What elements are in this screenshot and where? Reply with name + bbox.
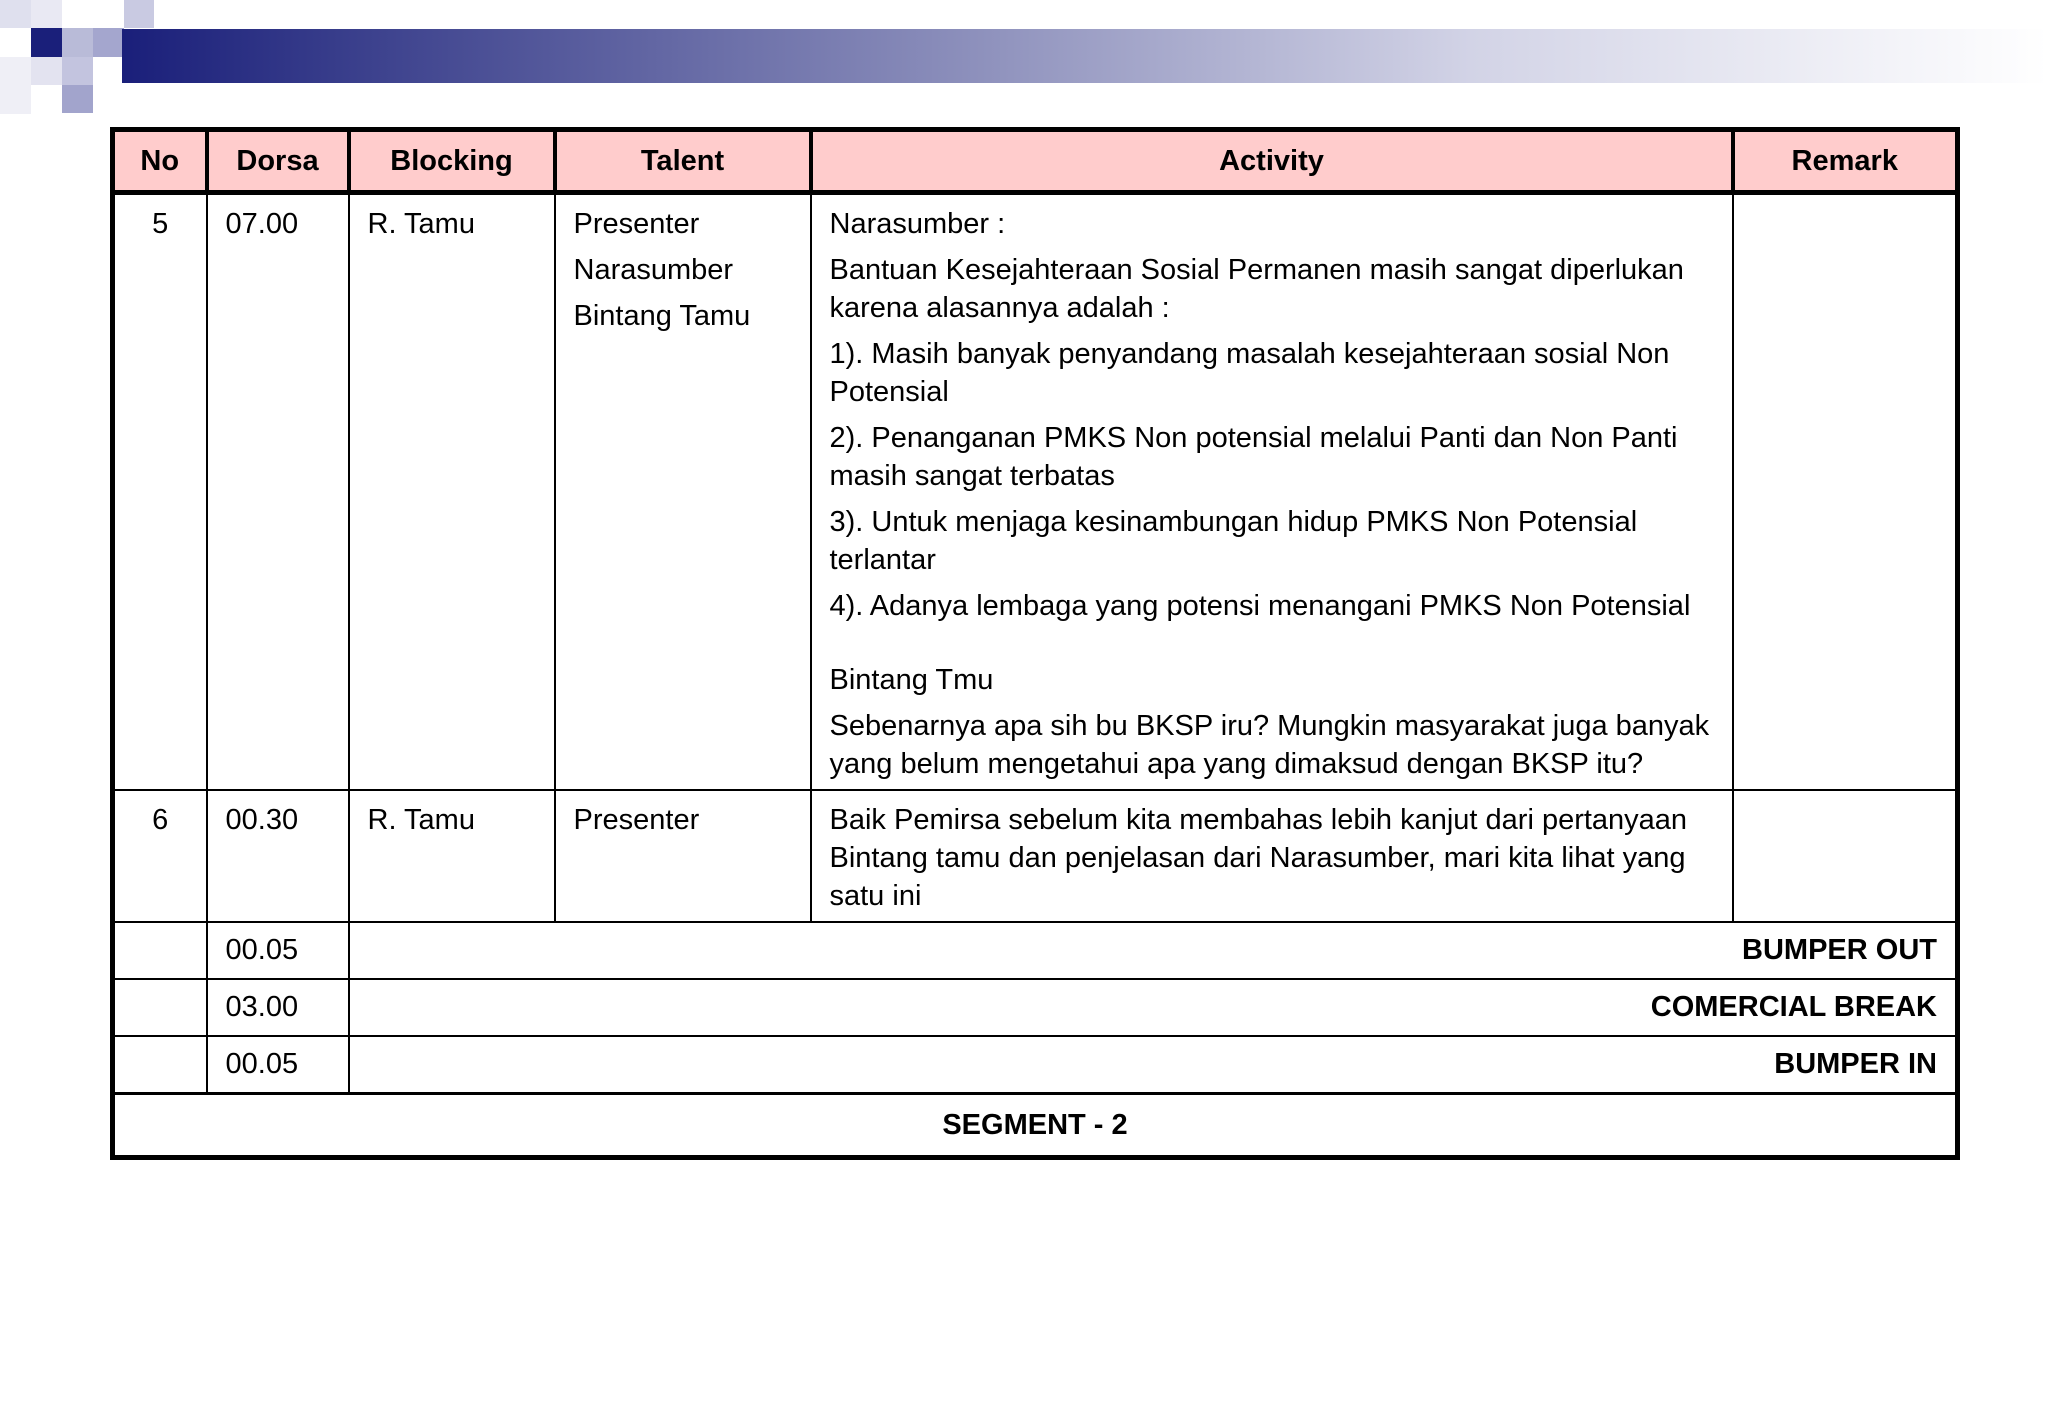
segment-row [113,1094,1958,1158]
header-square [93,0,124,28]
table-row [113,193,1958,791]
break-row [113,922,1958,979]
cell-activity [811,790,1733,922]
activity-line: 1). Masih banyak penyandang masalah kesejahteraan sosial Non Potensial [829,338,1670,408]
column-header-blocking: Blocking [349,130,555,193]
header-square [62,85,93,113]
break-label: COMERCIAL BREAK [349,979,1958,1036]
header-square [31,0,62,28]
talent-item: Presenter [573,208,700,240]
cell-no [113,979,207,1036]
break-row [113,979,1958,1036]
activity-line: 3). Untuk menjaga kesinambungan hidup PMKS Non Potensial terlantar [829,506,1638,576]
cell-dorsa: 07.00 [207,193,349,791]
table-row [113,790,1958,922]
cell-dorsa: 00.05 [207,922,349,979]
talent-item: Bintang Tamu [573,300,751,332]
activity-line: Sebenarnya apa sih bu BKSP iru? Mungkin masyarakat juga banyak yang belum mengetahui apa yang dimaksud dengan BKSP itu? [829,710,1710,780]
break-row [113,1036,1958,1094]
activity-line: Bintang Tmu [829,664,994,696]
cell-dorsa: 03.00 [207,979,349,1036]
header-square [62,28,93,57]
cell-blocking: R. Tamu [349,790,555,922]
talent-item: Narasumber [573,254,734,286]
table-header-row [113,130,1958,193]
cell-activity [811,193,1733,791]
header-gradient-bar [122,29,2048,83]
activity-line: Bantuan Kesejahteraan Sosial Permanen masih sangat diperlukan karena alasannya adalah : [829,254,1684,324]
column-header-remark: Remark [1733,130,1958,193]
cell-dorsa: 00.05 [207,1036,349,1094]
cell-no [113,1036,207,1094]
activity-line: 4). Adanya lembaga yang potensi menangani PMKS Non Potensial [829,590,1691,622]
header-square [93,28,124,57]
cell-talent [555,790,811,922]
talent-item: Presenter [573,804,700,836]
cell-no [113,922,207,979]
activity-line: Narasumber : [829,208,1006,240]
header-square [0,57,31,114]
header-square [31,57,62,85]
header-square [0,0,31,28]
activity-line: Baik Pemirsa sebelum kita membahas lebih kanjut dari pertanyaan Bintang tamu dan penjelasan dari Narasumber, mari kita lihat yang satu ini [829,804,1688,912]
rundown-table [110,127,1960,1160]
column-header-no: No [113,130,207,193]
cell-dorsa: 00.30 [207,790,349,922]
column-header-talent: Talent [555,130,811,193]
cell-remark [1733,790,1958,922]
break-label: BUMPER IN [349,1036,1958,1094]
column-header-dorsa: Dorsa [207,130,349,193]
header-square [124,0,154,28]
cell-remark [1733,193,1958,791]
cell-talent [555,193,811,791]
header-square [62,57,93,85]
segment-label: SEGMENT - 2 [113,1094,1958,1158]
header-square [31,28,62,57]
break-label: BUMPER OUT [349,922,1958,979]
cell-no: 5 [113,193,207,791]
cell-blocking: R. Tamu [349,193,555,791]
column-header-activity: Activity [811,130,1733,193]
activity-line: 2). Penanganan PMKS Non potensial melalui Panti dan Non Panti masih sangat terbatas [829,422,1678,492]
cell-no: 6 [113,790,207,922]
